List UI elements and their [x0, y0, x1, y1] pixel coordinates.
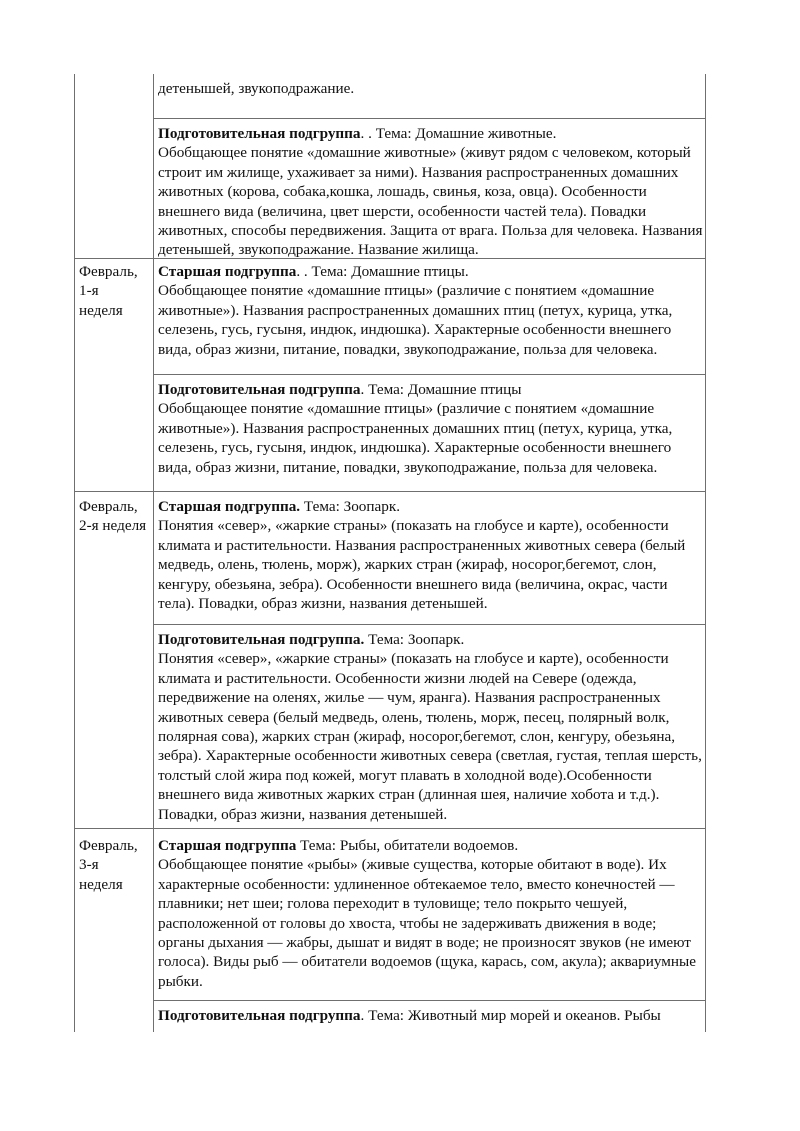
- topic-text: Обобщающее понятие «рыбы» (живые существа, которые обитают в воде). Их характерные особенности: удлиненное обтекаемое тело, вместо конечностей — плавники; нет шеи; голова переходит в туловище; тело покрыто чешуей, расположенной от головы до хвоста, чтобы не задерживать движения в воде; органы дыхания — жабры, дышат и видят в воде; не произносят звуков (не имеют голоса). Виды рыб — обитатели водоемов (щука, карась, сом, акула); аквариумные рыбки.: [158, 856, 696, 990]
- topic-heading: [158, 497, 703, 516]
- topic-cell: [158, 497, 703, 613]
- cell-divider: [74, 491, 706, 492]
- week-label: Февраль, 1-я неделя: [79, 263, 138, 319]
- topic-text: Понятия «север», «жаркие страны» (показать на глобусе и карте), особенности климата и растительности. Названия распространенных животных севера (белый медведь, олень, тюлень, морж), жарких стран (жираф, носорог,бегемот, слон, кенгуру, обезьяна, зебра). Особенности внешнего вида (величина, окрас, части тела). Повадки, образ жизни, названия детенышей.: [158, 517, 686, 613]
- cell-divider: [153, 374, 706, 375]
- topic-cell: [158, 1006, 703, 1025]
- topic-text: Обобщающее понятие «домашние птицы» (различие с понятием «домашние животные»). Названия распространенных домашних птиц (петух, курица, утка, селезень, гусь, гусыня, индюк, индюшка). Характерные особенности внешнего вида, образ жизни, питание, повадки, звукоподражание, польза для человека.: [158, 400, 673, 476]
- topic-cell: [158, 79, 703, 98]
- subgroup-label: Подготовительная подгруппа: [158, 125, 361, 142]
- week-label: Февраль, 2-я неделя: [79, 498, 147, 535]
- topic-text: детенышей, звукоподражание.: [158, 80, 355, 97]
- topic-cell: [158, 262, 703, 359]
- topic-title: . Тема: Животный мир морей и океанов. Рыбы: [360, 1007, 661, 1024]
- subgroup-label: Подготовительная подгруппа: [158, 381, 361, 398]
- topic-text: Обобщающее понятие «домашние животные» (живут рядом с человеком, который строит им жилище, ухаживает за ними). Названия распространенных домашних животных (корова, собака,кошка, лошадь, свинья, коза, овца). Особенности внешнего вида (величина, цвет шерсти, особенности частей тела). Повадки животных, способы передвижения. Защита от врага. Польза для человека. Названия детенышей, звукоподражание. Название жилища.: [158, 144, 703, 259]
- topic-title: Тема: Зоопарк.: [300, 498, 401, 515]
- topic-heading: [158, 630, 703, 649]
- subgroup-label: Старшая подгруппа: [158, 263, 297, 280]
- topic-text: Обобщающее понятие «домашние птицы» (различие с понятием «домашние животные»). Названия распространенных домашних птиц (петух, курица, утка, селезень, гусь, гусыня, индюк, индюшка). Характерные особенности внешнего вида, образ жизни, питание, повадки, звукоподражание, польза для человека.: [158, 282, 673, 358]
- topic-heading: [158, 836, 703, 855]
- cell-divider: [153, 118, 706, 119]
- topic-cell: [158, 630, 703, 824]
- topic-title: Тема: Зоопарк.: [364, 631, 465, 648]
- table-border-left: [74, 74, 75, 1032]
- topic-title: . Тема: Домашние птицы: [360, 381, 522, 398]
- topic-title: . . Тема: Домашние животные.: [360, 125, 557, 142]
- table-column-divider: [153, 74, 154, 1032]
- subgroup-label: Старшая подгруппа.: [158, 498, 301, 515]
- subgroup-label: Подготовительная подгруппа: [158, 1007, 361, 1024]
- topic-heading: [158, 124, 703, 143]
- topic-heading: [158, 380, 703, 399]
- topic-title: . . Тема: Домашние птицы.: [296, 263, 469, 280]
- topic-title: Тема: Рыбы, обитатели водоемов.: [296, 837, 519, 854]
- table-border-right: [705, 74, 706, 1032]
- cell-divider: [74, 828, 706, 829]
- topic-heading: [158, 1006, 703, 1025]
- topic-text: Понятия «север», «жаркие страны» (показать на глобусе и карте), особенности климата и растительности. Особенности жизни людей на Севере (одежда, передвижение на оленях, жилье — чум, яранга). Названия распространенных животных севера (белый медведь, олень, тюлень, морж, песец, полярный волк, полярная сова), жарких стран (жираф, носорог,бегемот, слон, кенгуру, обезьяна, зебра). Характерные особенности животных севера (светлая, густая, теплая шерсть, толстый слой жира под кожей, могут плавать в холодной воде).Особенности внешнего вида животных жарких стран (длинная шея, наличие хобота и т.д.). Повадки, образ жизни, названия детенышей.: [158, 650, 702, 823]
- subgroup-label: Старшая подгруппа: [158, 837, 297, 854]
- cell-divider: [153, 1000, 706, 1001]
- cell-divider: [153, 624, 706, 625]
- topic-cell: [158, 380, 703, 477]
- topic-cell: [158, 124, 703, 260]
- topic-cell: [158, 836, 703, 991]
- week-label: Февраль, 3-я неделя: [79, 837, 138, 893]
- subgroup-label: Подготовительная подгруппа.: [158, 631, 365, 648]
- topic-heading: [158, 262, 703, 281]
